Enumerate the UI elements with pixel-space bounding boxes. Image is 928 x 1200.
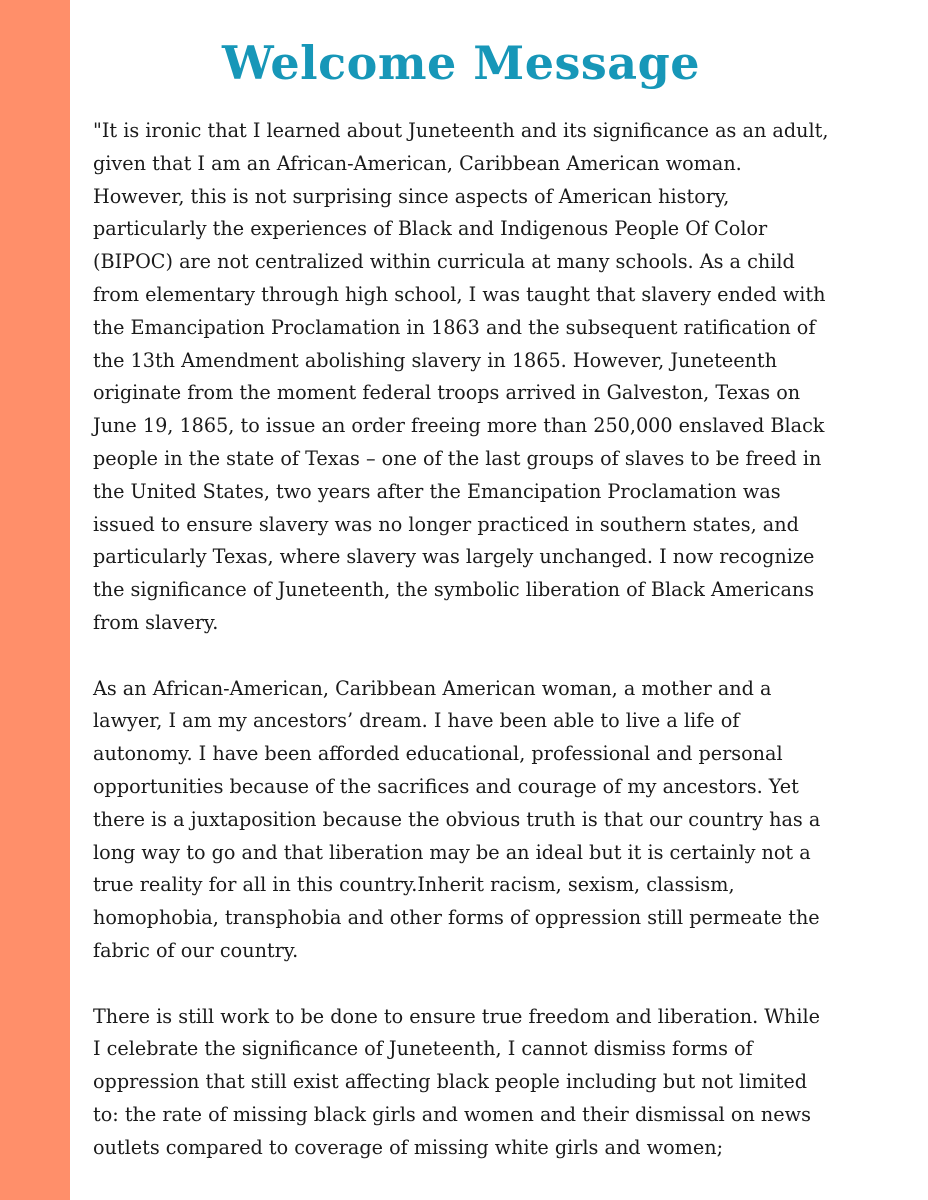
paragraph-1: "It is ironic that I learned about Juneteenth and its significance as an adult, given that I am an African-American, Caribbean American woman. However, this is not surprising since aspects of American history, particularly the experiences of Black and Indigenous People Of Color (BIPOC) are not centralized within curricula at many schools. As a child from elementary through high school, I was taught that slavery ended with the Emancipation Proclamation in 1863 and the subsequent ratification of the 13th Amendment abolishing slavery in 1865. However, Juneteenth originate from the moment federal troops arrived in Galveston, Texas on June 19, 1865, to issue an order freeing more than 250,000 enslaved Black people in the state of Texas – one of the last groups of slaves to be freed in the United States, two years after the Emancipation Proclamation was issued to ensure slavery was no longer practiced in southern states, and particularly Texas, where slavery was largely unchanged. I now recognize the significance of Juneteenth, the symbolic liberation of Black Americans from slavery. [93, 119, 829, 634]
message-body [93, 115, 903, 1165]
paragraph-3: There is still work to be done to ensure true freedom and liberation. While I celebrate the significance of Juneteenth, I cannot dismiss forms of oppression that still exist affecting black people including but not limited to: the rate of missing black girls and women and their dismissal on news outlets compared to coverage of missing white girls and women; [93, 1004, 820, 1159]
paragraph-2: As an African-American, Caribbean American woman, a mother and a lawyer, I am my ancestors’ dream. I have been able to live a life of autonomy. I have been afforded educational, professional and personal opportunities because of the sacrifices and courage of my ancestors. Yet there is a juxtaposition because the obvious truth is that our country has a long way to go and that liberation may be an ideal but it is certainly not a true reality for all in this country.Inherit racism, sexism, classism, homophobia, transphobia and other forms of oppression still permeate the fabric of our country. [93, 676, 821, 962]
page-title: Welcome Message [221, 36, 700, 90]
document-page [70, 0, 928, 1200]
accent-side-stripe [0, 0, 70, 1200]
